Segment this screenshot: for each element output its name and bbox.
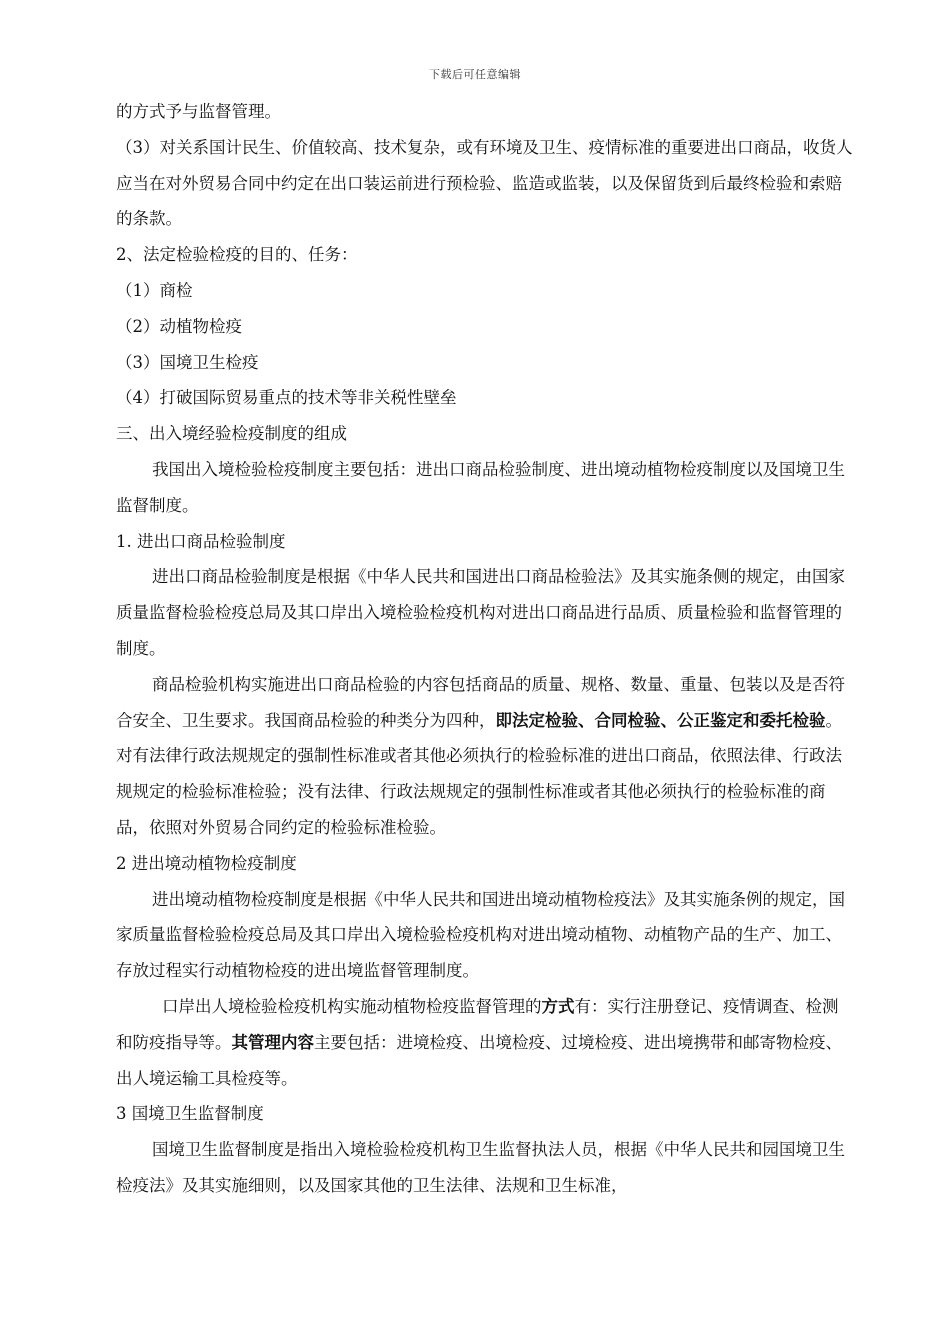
paragraph [116,667,854,846]
paragraph: 进出境动植物检疫制度是根据《中华人民共和国进出境动植物检疫法》及其实施条例的规定，国家质量监督检验检疫总局及其口岸出入境检验检疫机构对进出境动植物、动植物产品的生产、加工、存放过程实行动植物检疫的进出境监督管理制度。 [116,889,845,981]
document-body [116,94,854,1204]
paragraph-text: 。对有法律行政法规规定的强制性标准或者其他必须执行的检验标准的进出口商品，依照法律、行政法规规定的检验标准检验；没有法律、行政法规规定的强制性标准或者其他必须执行的检验标准的商品，依照对外贸易合同约定的检验标准检验。 [116,710,842,837]
list-item: （3）国境卫生检疫 [116,352,259,372]
paragraph-text: 有：实行注册登记、疫情调查、检测和防疫指导等。 [116,996,839,1052]
list-item: （2）动植物检疫 [116,316,242,336]
paragraph [116,989,854,1096]
paragraph-text: 商品检验机构实施进出口商品检验的内容包括商品的质量、规格、数量、重量、包装以及是否符合安全、卫生要求。我国商品检验的种类分为四种， [116,674,845,730]
section-heading: 2、法定检验检疫的目的、任务： [116,245,358,265]
paragraph-text: 主要包括：进境检疫、出境检疫、过境检疫、进出境携带和邮寄物检疫、出人境运输工具检疫等。 [116,1032,842,1088]
section-heading: 三、出入境经验检疫制度的组成 [116,424,347,444]
paragraph: 的方式予与监督管理。 [116,102,281,121]
paragraph: 国境卫生监督制度是指出入境检验检疫机构卫生监督执法人员，根据《中华人民共和园国境卫生检疫法》及其实施细则，以及国家其他的卫生法律、法规和卫生标准， [116,1140,845,1195]
page-header: 下载后可任意编辑 [429,68,521,81]
bold-text: 其管理内容 [231,1032,314,1052]
paragraph: （3）对关系国计民生、价值较高、技术复杂，或有环境及卫生、疫情标准的重要进出口商品，收货人应当在对外贸易合同中约定在出口装运前进行预检验、监造或监装，以及保留货到后最终检验和索赔的条款。 [116,137,853,229]
paragraph-text: 口岸出人境检验检疫机构实施动植物检疫监督管理的 [162,996,542,1016]
paragraph: 进出口商品检验制度是根据《中华人民共和国进出口商品检验法》及其实施条侧的规定，由国家质量监督检验检疫总局及其口岸出入境检验检疫机构对进出口商品进行品质、质量检验和监督管理的制度。 [116,567,845,658]
paragraph: 我国出入境检验检疫制度主要包括：进出口商品检验制度、进出境动植物检疫制度以及国境卫生监督制度。 [116,459,845,515]
bold-text: 即法定检验、合同检验、公正鉴定和委托检验 [495,710,826,730]
section-heading: 1. 进出口商品检验制度 [116,531,286,551]
section-heading: 2 进出境动植物检疫制度 [116,853,297,873]
bold-text: 方式 [541,996,575,1016]
section-heading: 3 国境卫生监督制度 [116,1104,264,1124]
list-item: （4）打破国际贸易重点的技术等非关税性壁垒 [116,388,457,408]
list-item: （1）商检 [116,280,193,300]
